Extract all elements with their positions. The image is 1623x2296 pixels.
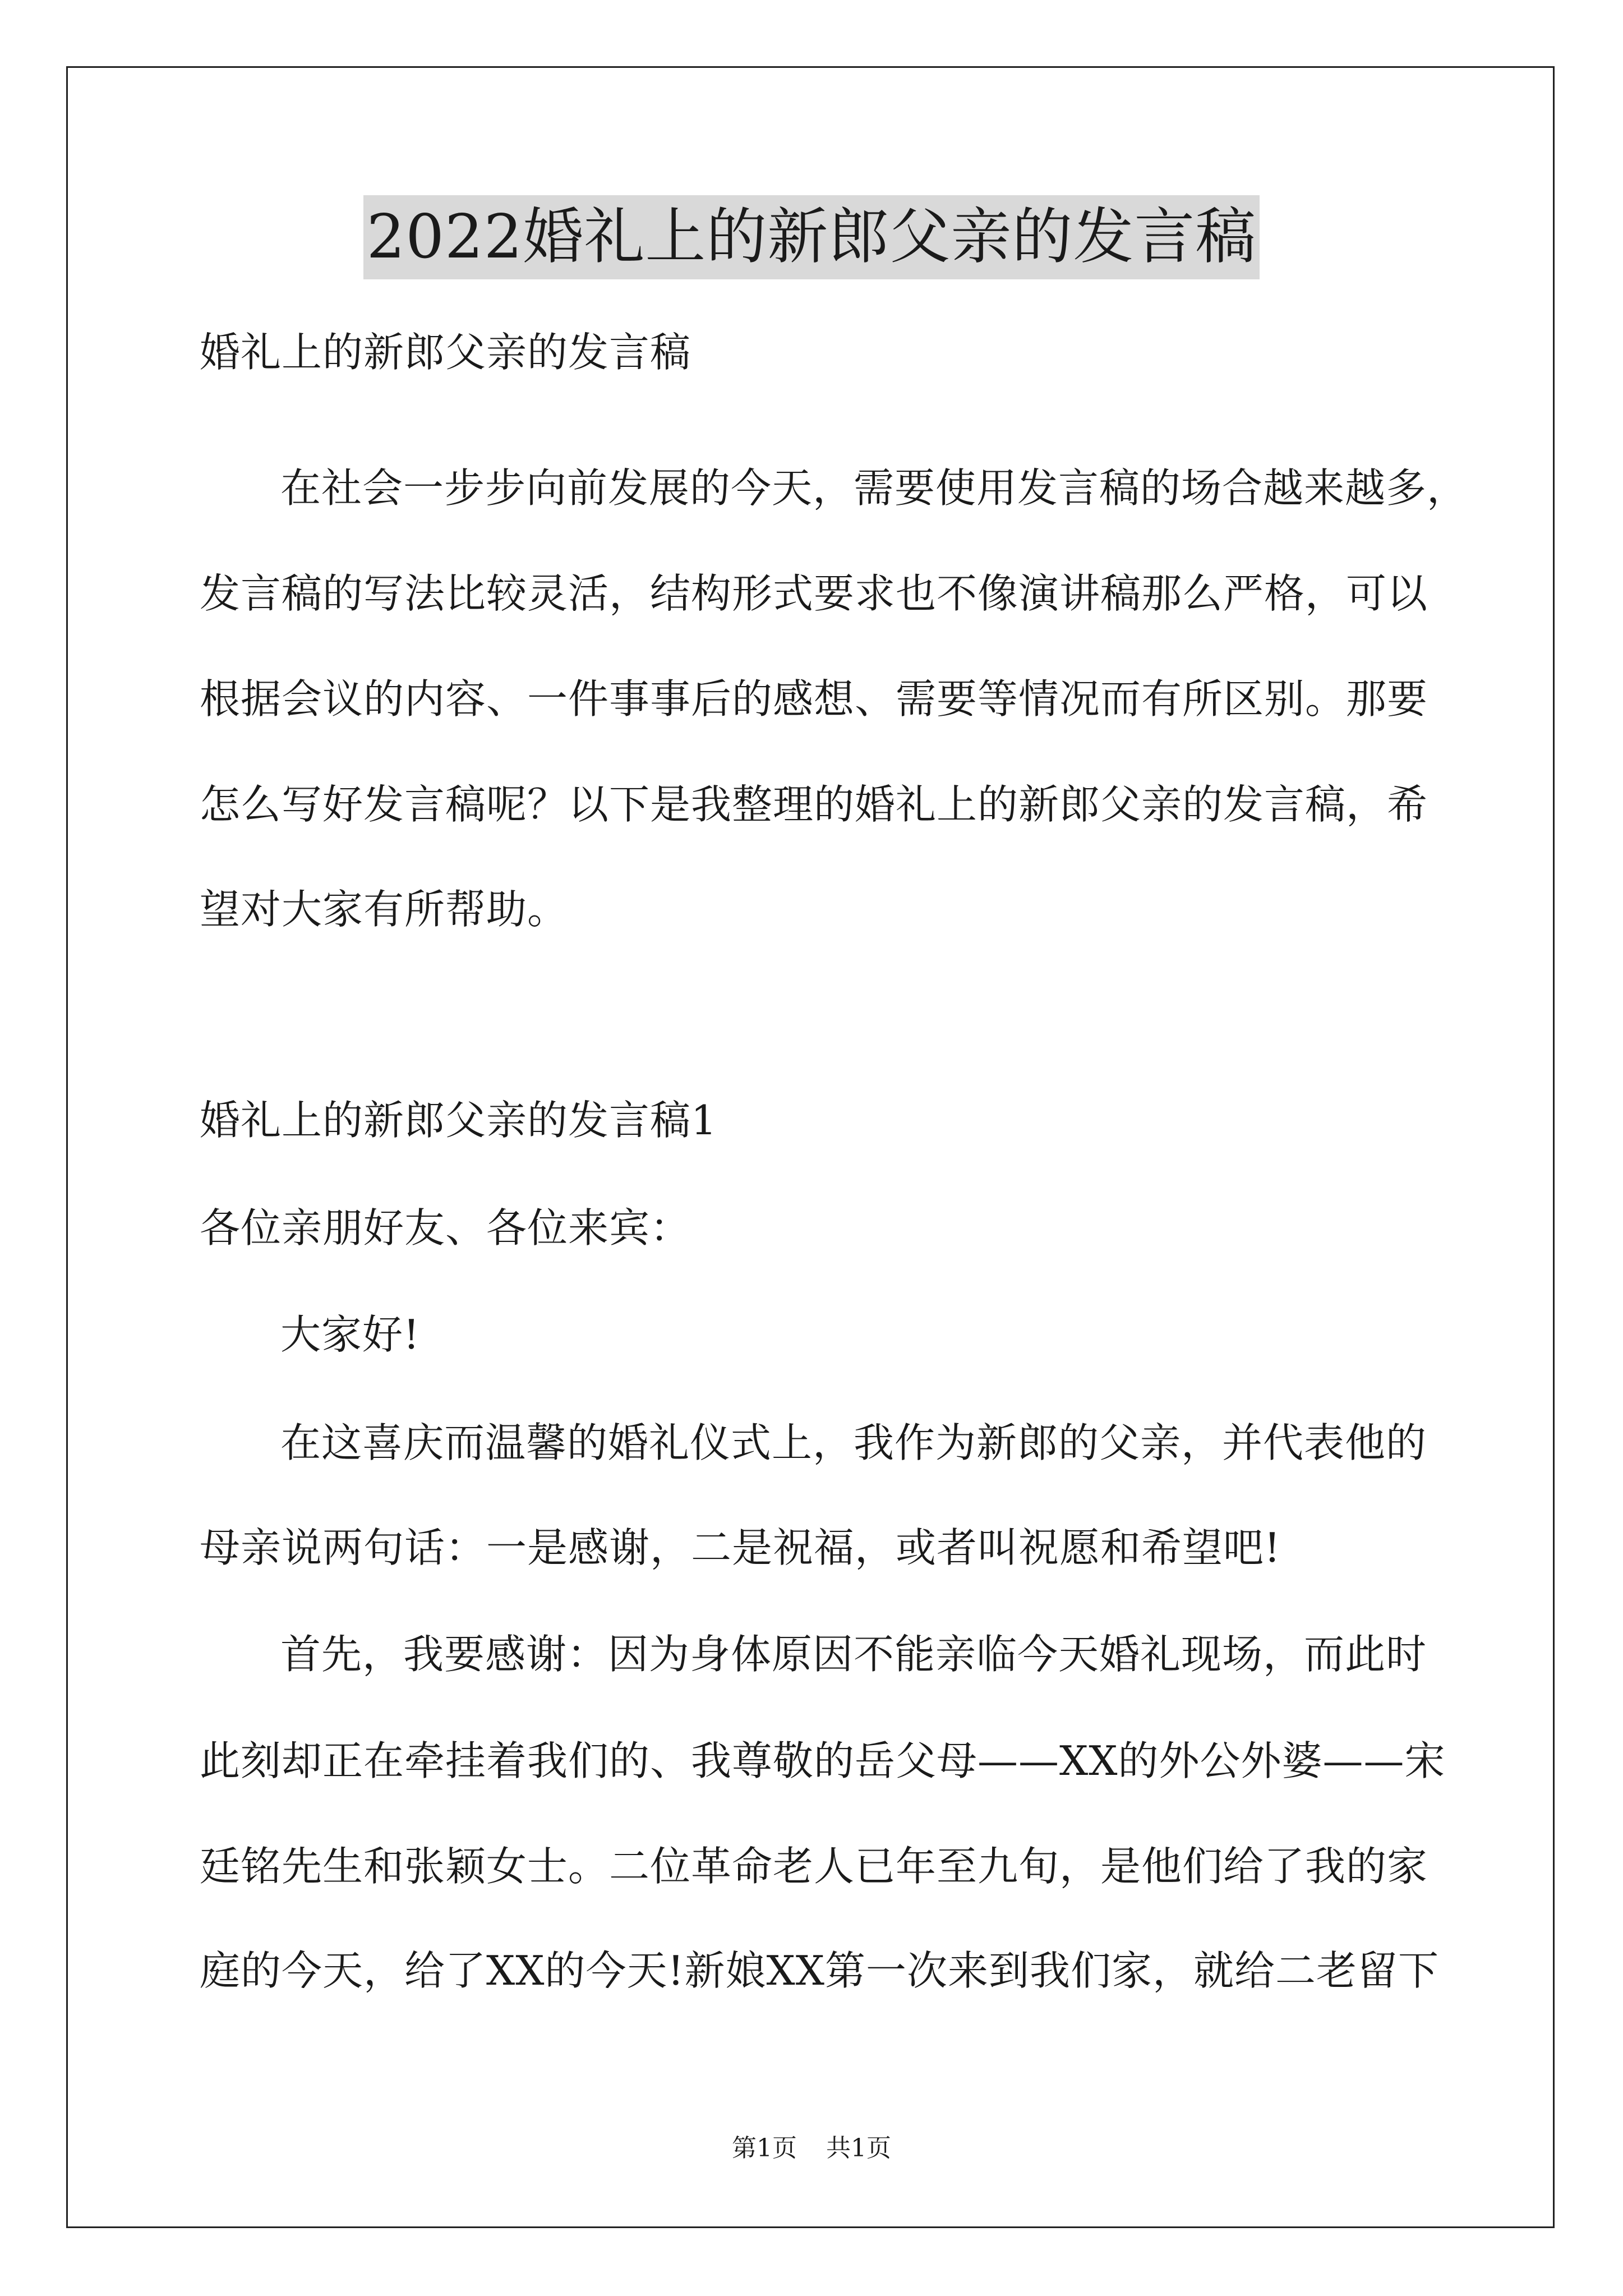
speech-line: 此刻却正在牵挂着我们的、我尊敬的岳父母——XX的外公外婆——宋 <box>200 1737 1446 1784</box>
intro-line: 在社会一步步向前发展的今天，需要使用发言稿的场合越来越多， <box>280 464 1468 512</box>
greeting: 大家好! <box>280 1311 420 1358</box>
speech-line: 首先，我要感谢：因为身体原因不能亲临今天婚礼现场，而此时 <box>280 1631 1427 1678</box>
document-title: 2022婚礼上的新郎父亲的发言稿 <box>363 195 1260 279</box>
subtitle-line: 婚礼上的新郎父亲的发言稿 <box>200 329 691 376</box>
speech-line: 在这喜庆而温馨的婚礼仪式上，我作为新郎的父亲，并代表他的 <box>280 1419 1427 1466</box>
section-heading: 婚礼上的新郎父亲的发言稿1 <box>200 1097 717 1144</box>
speech-line: 廷铭先生和张颖女士。二位革命老人已年至九旬，是他们给了我的家 <box>200 1843 1428 1890</box>
intro-line: 怎么写好发言稿呢？以下是我整理的婚礼上的新郎父亲的发言稿，希 <box>200 781 1428 828</box>
page-number-total: 共1页 <box>826 2134 891 2162</box>
intro-line: 根据会议的内容、一件事事后的感想、需要等情况而有所区别。那要 <box>200 675 1428 723</box>
intro-line: 望对大家有所帮助。 <box>200 886 569 933</box>
speech-line: 庭的今天，给了XX的今天!新娘XX第一次来到我们家，就给二老留下 <box>200 1947 1439 1994</box>
page-footer <box>0 2132 1623 2165</box>
speech-line: 母亲说两句话：一是感谢，二是祝福，或者叫祝愿和希望吧! <box>200 1524 1281 1571</box>
page-number-current: 第1页 <box>732 2134 797 2162</box>
salutation: 各位亲朋好友、各位来宾： <box>200 1204 691 1251</box>
title-wrap <box>0 195 1623 279</box>
intro-line: 发言稿的写法比较灵活，结构形式要求也不像演讲稿那么严格，可以 <box>200 570 1428 617</box>
